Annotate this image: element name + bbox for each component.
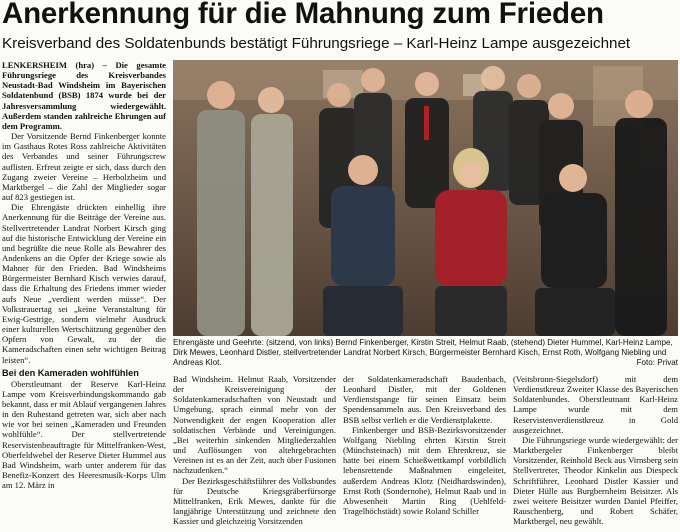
seated-row (323, 148, 615, 336)
section-heading: Bei den Kameraden wohlfühlen (2, 367, 139, 378)
headline: Anerkennung für die Mahnung zum Frieden (2, 0, 604, 30)
photo-caption (173, 338, 678, 367)
body-paragraph: Der Bezirksgeschäftsführer des Volksbundes für Deutsche Kriegsgräberfürsorge Mittelfranken, Erik Mewes, dankte für die langjährige Unterstützung und zeichnete den Kassier und gleichzeitig Vorsitzenden (173, 475, 336, 527)
body-paragraph: Die Ehrengäste drückten einhellig ihre Anerkennung für die Beiträge der Vereine aus. Stellvertretender Landrat Norbert Kirsch ging auf die historische Entwicklung der Vereine ein und begrüßte die neue Rolle als Bewahrer des Andenkens an die Opfer der Kriege sowie als Mahner für den Frieden. Bad Windsheims Bürgermeister Bernhard Kisch verwies darauf, dass die Erhaltung des Friedens immer wieder aufs Neue „verdient werden müsse“. Der Volkstrauertag sei „keine Veranstaltung für Ewig-Gestrige, sondern vielmehr Ausdruck einer kulturellen Wertschätzung gegenüber den Opfern von Gewalt, zu der die Kameradschaften einen sehr wichtigen Beitrag leisten“. (2, 202, 166, 365)
article-column-3 (343, 374, 506, 532)
article-column-1 (2, 60, 166, 532)
body-paragraph: Der Vorsitzende Bernd Finkenberger konnte im Gasthaus Rotes Ross zahlreiche Aktivitäten des Verbandes und seiner Führungscrew auflisten. Erfreut zeigte er sich, dass durch den Zugang zweier Vereine – Herbolzheim und Marktbergel – die Zahl der Mitglieder sogar auf 823 gestiegen ist. (2, 131, 166, 203)
body-paragraph: Oberstleutnant der Reserve Karl-Heinz Lampe vom Kreisverbindungskommando gab bekannt, dass er mit Ablauf vergangenen Jahres in den Ruhestand getreten war, sich aber nach wie vor bei seinen „Kameraden und Freunden wohlfühle“. Der stellvertretende Reservistenbeauftragte für Mittelfranken-West, Oberfeldwebel der Reserve Dieter Hummel aus Bad Windsheim, warb unter anderem für das Benefiz-Konzert des Heeresmusik-Korps Ulm am 12. März in (2, 378, 166, 491)
group-photo (173, 60, 678, 336)
body-paragraph: Bad Windsheim. Helmut Raab, Vorsitzender der Kreisvereinigung der Soldatenkameradschaften von Neustadt und Umgebung, sprach einmal mehr von der Notwendigkeit der engen Kooperation aller soldatischen Verbände und Vereinigungen. „Bei weiterhin sinkenden Mitgliederzahlen und Auflösungen von altehrgebrachten Vereinen ist es an der Zeit, auch über Fusionen nachzudenken.“ (173, 374, 336, 476)
caption-text: Ehrengäste und Geehrte: (sitzend, von links) Bernd Finkenberger, Kirstin Streit, Helmut Raab, (stehend) Dieter Hummel, Karl-Heinz Lampe, Dirk Mewes, Leonhard Distler, stellvertretender Landrat Norbert Kirsch, Bürgermeister Bernhard Kisch, Ernst Roth, Wolfgang Niebling und Andreas Klot. (173, 338, 673, 367)
article-column-4 (513, 374, 678, 532)
body-paragraph: (Veitsbronn-Siegelsdorf) mit dem Verdienstkreuz Zweiter Klasse des Bayerischen Soldatenbundes. Oberstleutnant Karl-Heinz Lampe wurde mit dem Reservistenverdienstkreuz in Gold ausgezeichnet. (513, 374, 678, 435)
body-paragraph: Finkenberger und BSB-Bezirksvorsitzender Wolfgang Niebling ehrten Kirstin Streit (Münchsteinach) mit dem Ehrenkreuz, sie hatte bei einem Schießwettkampf vorbildlich lebensrettende Maßnahmen eingeleitet, außerdem Andreas Klotz (Neidhardswinden), Ernst Roth (Sondernohe), Helmut Raab und in Abwesenheit Martin Ring (Uehlfeld-Tragelhöchstädt) sowie Roland Schiller (343, 424, 506, 517)
body-paragraph: der Soldatenkameradschaft Baudenbach, Leonhard Distler, mit der Goldenen Verdienstspange für seinen Einsatz beim Spendensammeln aus. Den Kreisverband des BSB selbst verlieh er die Verdienstplakette. (343, 374, 506, 425)
subheadline: Kreisverband des Soldatenbunds bestätigt Führungsriege – Karl-Heinz Lampe ausgezeichnet (2, 35, 631, 52)
body-paragraph: Die Führungsriege wurde wiedergewählt: der Marktbergeler Finkenberger bleibt Vorsitzender, Reinhold Beck aus Virnsberg sein Stellvertreter, Theodor Kinkelin aus Diespeck Schriftführer, Leonhard Distler Kassier und Dieter Hülle aus Burgbernheim Beisitzer. Als zwei weitere Beisitzer wurden Daniel Pfeiffer, Rauschenberg, und Robert Schäfer, Marktbergel, neu gewählt. (513, 434, 678, 527)
lead-paragraph: LENKERSHEIM (hra) – Die gesamte Führungsriege des Kreisverbandes Neustadt-Bad Windsheim im Bayerischen Soldatenbund (BSB) 1874 wurde bei der Jahresversammlung wiedergewählt. Außerdem standen zahlreiche Ehrungen auf dem Programm. (2, 60, 166, 131)
photo-credit: Foto: Privat (636, 357, 678, 367)
article-column-2 (173, 374, 336, 532)
